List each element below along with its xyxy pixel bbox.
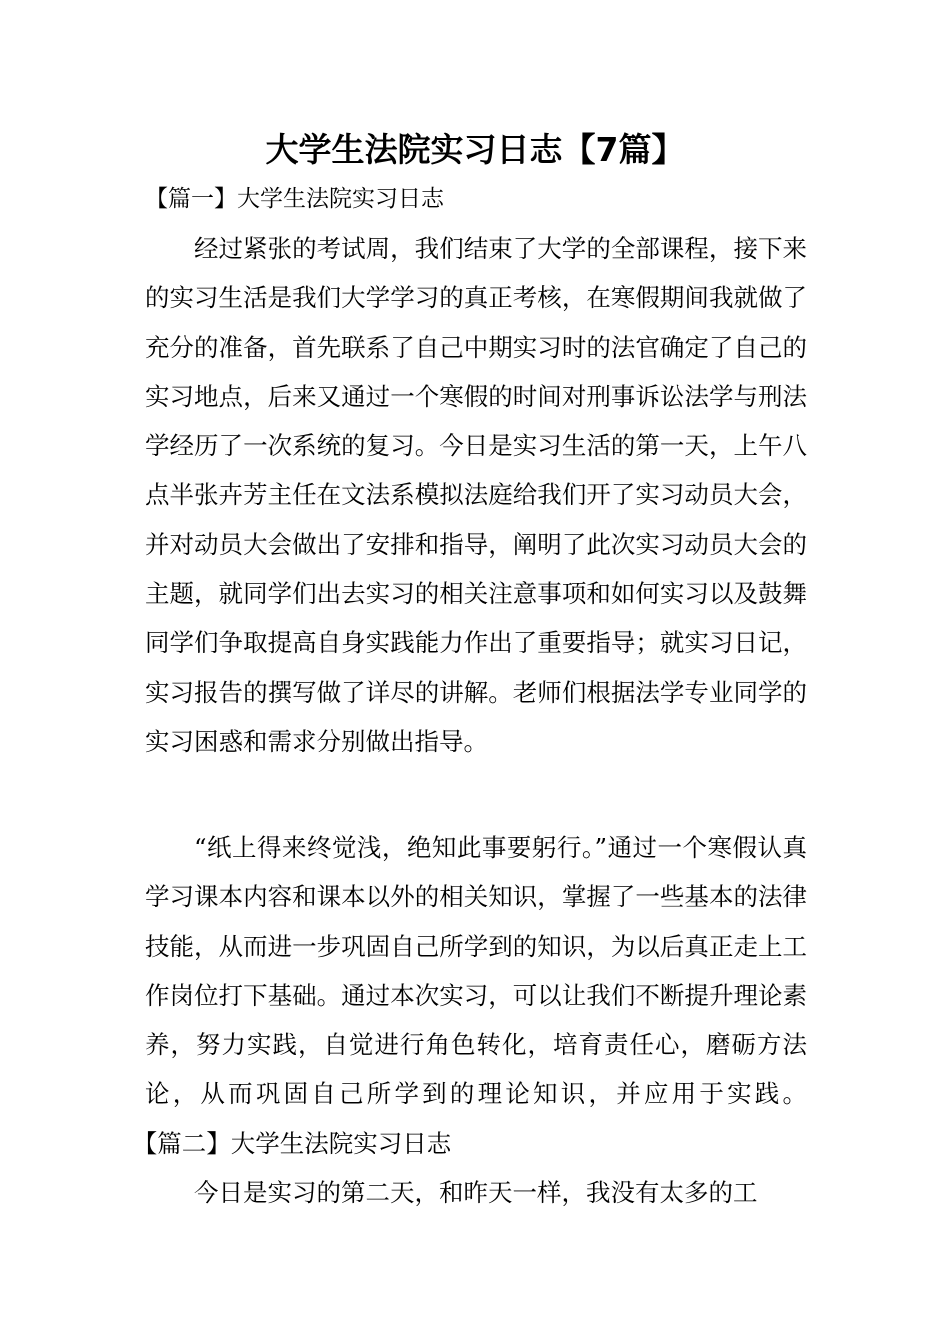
body-paragraph-2-text: “纸上得来终觉浅，绝知此事要躬行。”通过一个寒假认真学习课本内容和课本以外的相关知识，掌握了一些基本的法律技能，从而进一步巩固自己所学到的知识，为以后真正走上工作岗位打下基础。通过本次实习，可以让我们不断提升理论素养，努力实践，自觉进行角色转化，培育责任心，磨砺方法论，从而巩固自己所学到的理论知识，并应用于实践。 <box>145 833 807 1109</box>
section-heading-2: 【篇二】大学生法院实习日志 <box>145 1128 452 1158</box>
body-paragraph-2 <box>145 823 807 1168</box>
section-heading-1: 【篇一】大学生法院实习日志 <box>145 186 444 212</box>
body-paragraph-1: 经过紧张的考试周，我们结束了大学的全部课程，接下来的实习生活是我们大学学习的真正考核，在寒假期间我就做了充分的准备，首先联系了自己中期实习时的法官确定了自己的实习地点，后来又通过一个寒假的时间对刑事诉讼法学与刑法学经历了一次系统的复习。今日是实习生活的第一天，上午八点半张卉芳主任在文法系模拟法庭给我们开了实习动员大会，并对动员大会做出了安排和指导，阐明了此次实习动员大会的主题，就同学们出去实习的相关注意事项和如何实习以及鼓舞同学们争取提高自身实践能力作出了重要指导；就实习日记，实习报告的撰写做了详尽的讲解。老师们根据法学专业同学的实习困惑和需求分别做出指导。 <box>145 234 807 756</box>
document-title: 大学生法院实习日志【7篇】 <box>265 130 685 169</box>
body-paragraph-3: 今日是实习的第二天，和昨天一样，我没有太多的工 <box>194 1178 758 1207</box>
